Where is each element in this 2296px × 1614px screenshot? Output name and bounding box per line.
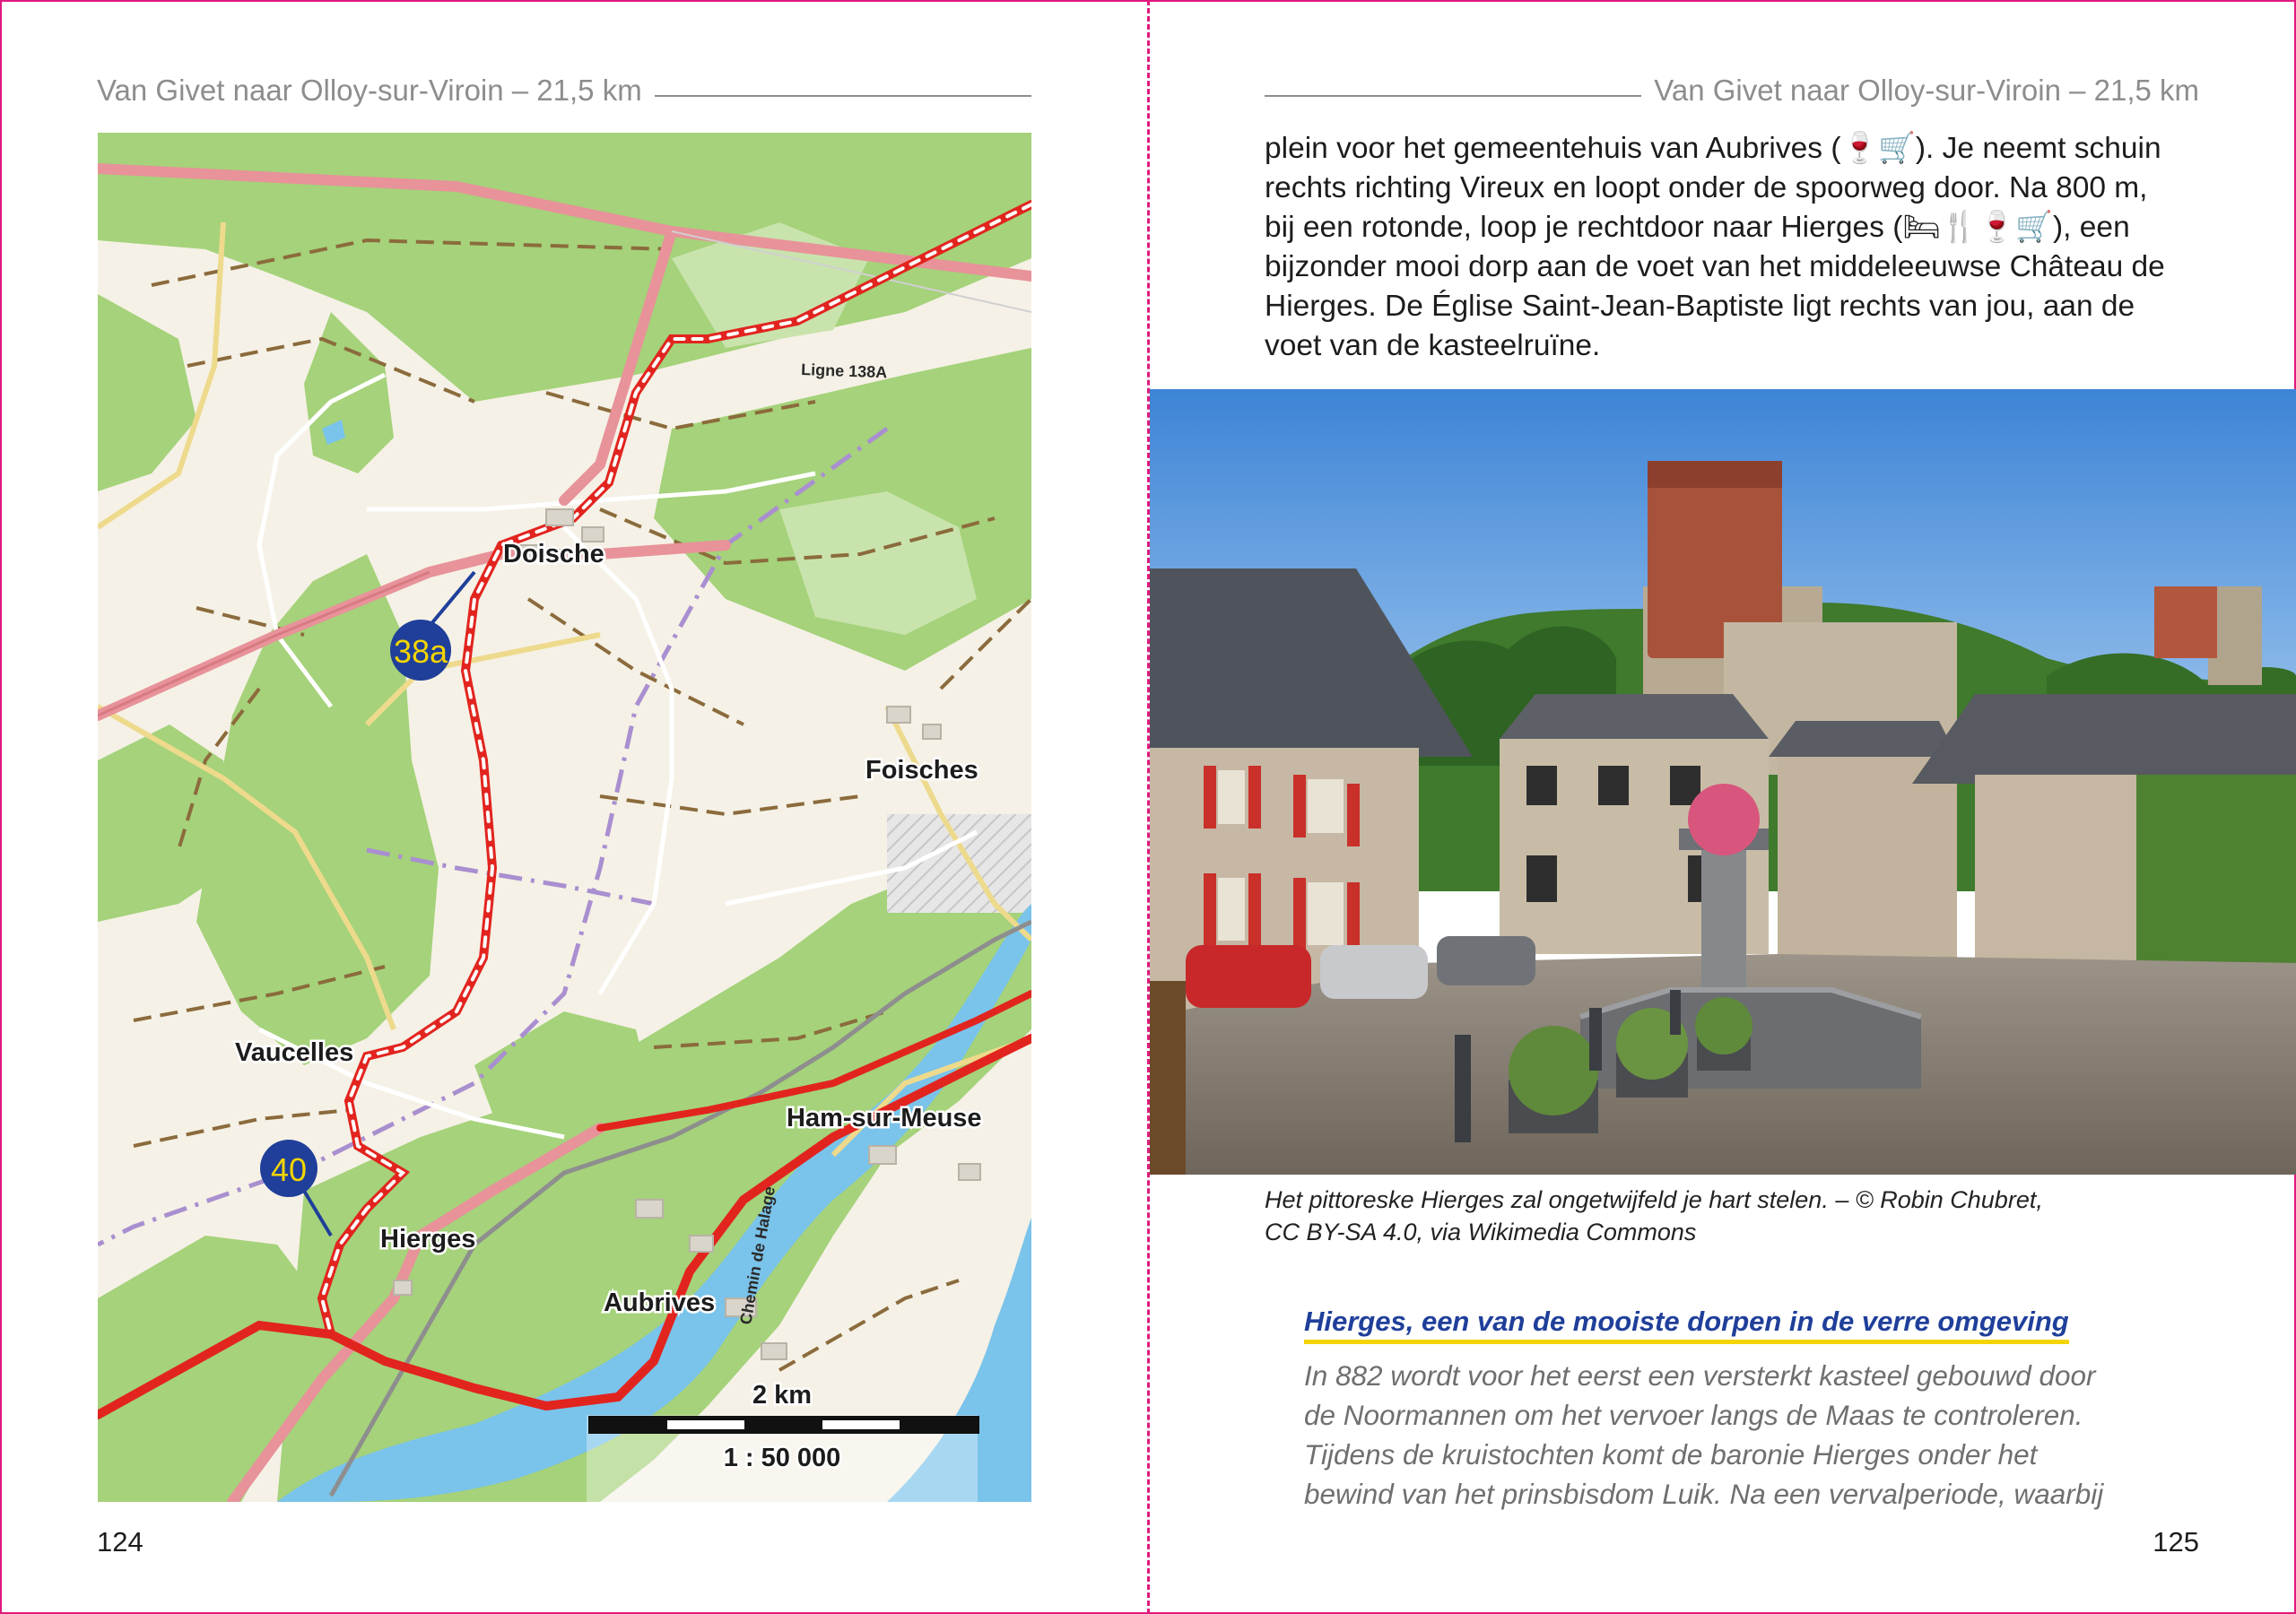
map-label-aubrives: Aubrives — [604, 1289, 716, 1317]
photo-caption — [1265, 1184, 2215, 1248]
body-line: voet van de kasteelruïne. — [1265, 329, 1601, 362]
page-number-left: 124 — [97, 1526, 144, 1558]
map-label-towpath: Chemin de Halage — [736, 1184, 779, 1326]
body-line: rechts richting Vireux en loopt onder de spoorweg door. Na 800 m, — [1265, 171, 2148, 204]
svg-text:38a: 38a — [393, 633, 448, 670]
running-head-left-rule — [655, 95, 1031, 97]
body-line: bij een rotonde, loop je rechtdoor naar Hierges (🛏🍴🍷🛒), een — [1265, 211, 2130, 244]
map-scale-ratio: 1 : 50 000 — [723, 1444, 841, 1472]
sidebar-line: de Noormannen om het vervoer langs de Maas te controleren. — [1304, 1399, 2083, 1431]
map-label-vaucelles: Vaucelles — [235, 1038, 354, 1067]
map-label-hierges: Hierges — [380, 1225, 476, 1254]
route-map — [98, 133, 1031, 1502]
running-head-right-text: Van Givet naar Olloy-sur-Viroin – 21,5 km — [1654, 74, 2199, 107]
route-marker-40 — [260, 1140, 317, 1197]
svg-text:40: 40 — [270, 1151, 308, 1188]
map-label-foisches: Foisches — [865, 756, 978, 785]
map-scale-distance: 2 km — [752, 1381, 813, 1410]
sidebar-title: Hierges, een van de mooiste dorpen in de verre omgeving — [1304, 1306, 2069, 1344]
hierges-photo — [1150, 389, 2296, 1175]
sidebar-line: bewind van het prinsbisdom Luik. Na een vervalperiode, waarbij — [1304, 1478, 2104, 1510]
body-text — [1265, 129, 2199, 366]
running-head-right-rule — [1265, 95, 1641, 97]
body-line: bijzonder mooi dorp aan de voet van het middeleeuwse Château de — [1265, 250, 2165, 283]
map-label-doische: Doische — [503, 540, 604, 568]
sidebar-text — [1304, 1356, 2199, 1514]
route-marker-38a — [390, 620, 451, 681]
page-number-right: 125 — [2152, 1526, 2199, 1558]
sidebar-line: In 882 wordt voor het eerst een versterkt kasteel gebouwd door — [1304, 1359, 2096, 1392]
body-line: Hierges. De Église Saint-Jean-Baptiste ligt rechts van jou, aan de — [1265, 290, 2135, 323]
running-head-left-text: Van Givet naar Olloy-sur-Viroin – 21,5 km — [97, 74, 642, 107]
running-head-left — [97, 68, 1031, 113]
body-line: plein voor het gemeentehuis van Aubrives (🍷🛒). Je neemt schuin — [1265, 132, 2161, 165]
running-head-right — [1265, 68, 2199, 113]
sidebar-line: Tijdens de kruistochten komt de baronie Hierges onder het — [1304, 1438, 2038, 1471]
caption-line: Het pittoreske Hierges zal ongetwijfeld je hart stelen. – © Robin Chubret, — [1265, 1186, 2043, 1213]
map-label-ham-sur-meuse: Ham-sur-Meuse — [787, 1104, 982, 1132]
caption-line: CC BY-SA 4.0, via Wikimedia Commons — [1265, 1219, 1697, 1245]
map-label-railway-line: Ligne 138A — [800, 360, 888, 382]
industrial-area — [887, 814, 1031, 913]
